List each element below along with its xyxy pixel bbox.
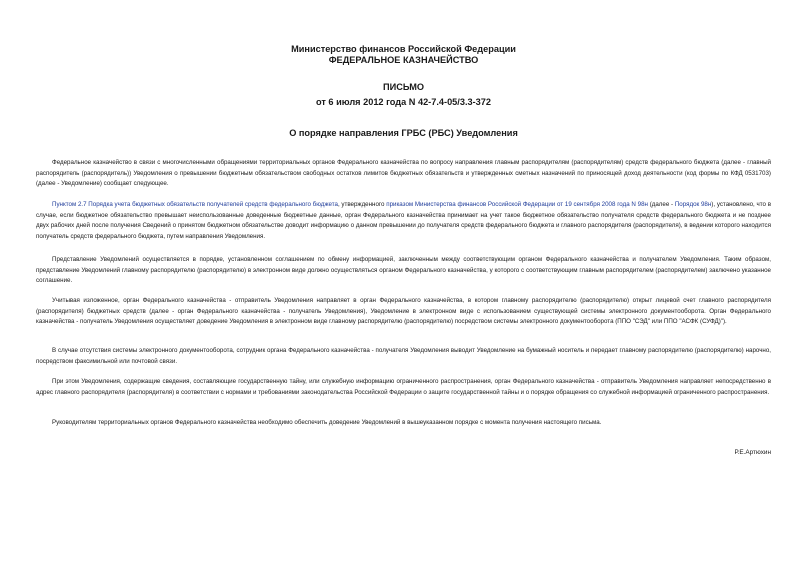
paragraph-5 — [36, 346, 771, 367]
paragraph-3-text: Представление Уведомлений осуществляется в порядке, установленном соглашением по обмену информацией, заключенным между соответствующим органом Федерального казначейства и получателем Уведомления. Таким образом, представление Уведомлений главному распорядителю (распорядителю) в электронном виде должно осуществляться органом Федерального казначейства, у которого с соответствующим главным распорядителем (распорядителем) заключено указанное соглашение. — [36, 256, 771, 284]
paragraph-2 — [36, 200, 771, 242]
paragraph-1-text: Федеральное казначейство в связи с многочисленными обращениями территориальных органов Федерального казначейства по вопросу направления главным распорядителям (распорядителям) средств федерального бюджета (далее - главный распорядитель (распорядитель)) Уведомления о превышении бюджетным обязательством свободных остатков лимитов бюджетных обязательств и утвержденных сметных назначений по приносящей доход деятельности (код формы по КФД 0531703) (далее - Уведомление) сообщает следующее. — [36, 159, 771, 187]
link-order-98n[interactable]: приказом Министерства финансов Российской Федерации от 19 сентября 2008 года N 98н — [386, 201, 648, 208]
signature: Р.Е.Артюхин — [734, 449, 771, 456]
paragraph-7-text: Руководителям территориальных органов Федерального казначейства необходимо обеспечить доведение Уведомлений в вышеуказанном порядке с момента получения настоящего письма. — [52, 419, 602, 426]
paragraph-4-text: Учитывая изложенное, орган Федерального казначейства - отправитель Уведомления направляет в орган Федерального казначейства, в котором главному распорядителю (распорядителю) открыт лицевой счет главного распорядителя (распорядителя) бюджетных средств (далее - орган Федерального казначейства - получатель Уведомления), Уведомление в электронном виде с использованием существующей системы электронного документооборота. Орган Федерального казначейства - получатель Уведомления осуществляет доведение Уведомления в электронном виде главному распорядителю (распорядителю) посредством системы электронного документооборота (ППО "СЭД" или ППО "АСФК (СУФД)"). — [36, 297, 771, 325]
document-subject: О порядке направления ГРБС (РБС) Уведомления — [289, 128, 518, 138]
agency-name: ФЕДЕРАЛЬНОЕ КАЗНАЧЕЙСТВО — [328, 55, 479, 65]
paragraph-2-text-3: ), установлено, что в случае, если бюджетное обязательство превышает неиспользованные доведенные бюджетные данные, орган Федерального казначейства принимает на учет такое бюджетное обязательство получателя средств федерального бюджета и не позднее двух рабочих дней после получения Сведений о принятом бюджетном обязательстве доводит информацию о данном превышении до получателя средств федерального бюджета и главного распорядителя (распорядителя), в ведении которого находится получатель средств федерального бюджета, путем направления Уведомления. — [36, 201, 771, 240]
paragraph-2-text-2: (далее - — [647, 201, 675, 208]
link-point-2-7[interactable]: Пунктом 2.7 Порядка учета бюджетных обязательств получателей средств федерального бюджета — [52, 201, 338, 208]
paragraph-4 — [36, 296, 771, 328]
ministry-name: Министерство финансов Российской Федерации — [291, 44, 516, 54]
paragraph-5-text: В случае отсутствия системы электронного документооборота, сотрудник органа Федерального казначейства - получателя Уведомления выводит Уведомление на бумажный носитель и передает главному распорядителю (распорядителю) нарочно, посредством факсимильной или почтовой связи. — [36, 347, 771, 365]
document-type: ПИСЬМО — [382, 82, 425, 92]
document-reference: от 6 июля 2012 года N 42-7.4-05/3.3-372 — [315, 97, 492, 107]
paragraph-2-text-1: , утвержденного — [337, 201, 387, 208]
paragraph-1 — [36, 158, 771, 190]
paragraph-6 — [36, 377, 771, 398]
paragraph-6-text: При этом Уведомления, содержащие сведения, составляющие государственную тайну, или служебную информацию ограниченного распространения, орган Федерального казначейства - отправитель Уведомления направляет непосредственно в адрес главного распорядителя (распорядителя) в соответствии с нормами и требованиями законодательства Российской Федерации о защите государственной тайны и о порядке обращения со служебной информацией ограниченного распространения. — [36, 378, 771, 396]
paragraph-7 — [36, 418, 771, 429]
link-poryadok-98n[interactable]: Порядок 98н — [674, 201, 712, 208]
paragraph-3 — [36, 255, 771, 287]
